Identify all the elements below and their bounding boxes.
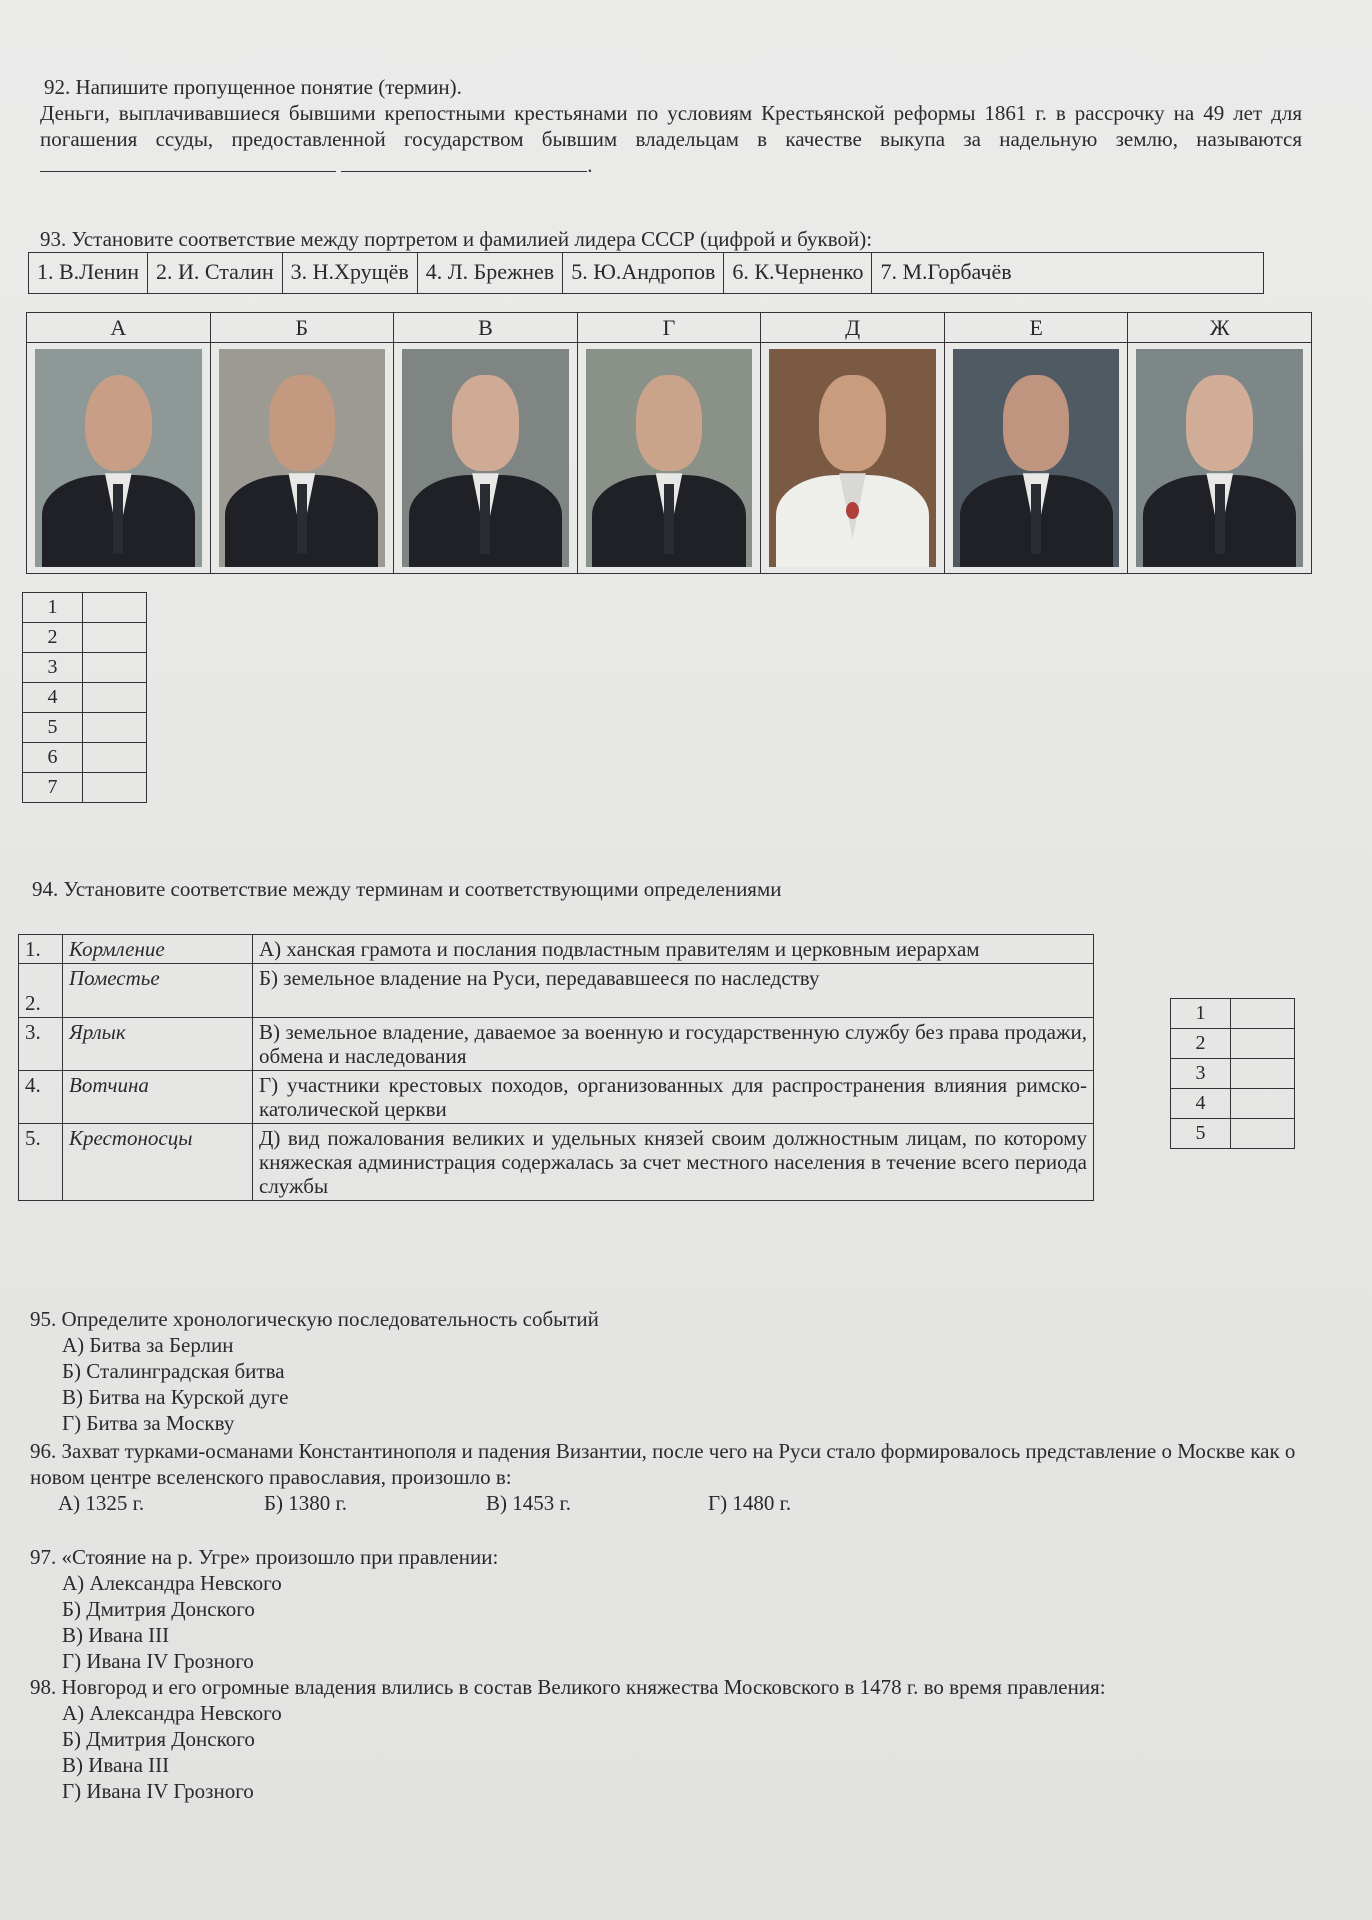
term-number: 4. (19, 1071, 63, 1124)
portrait-column (945, 313, 1129, 573)
question-92-title: 92. Напишите пропущенное понятие (термин). (44, 75, 462, 99)
row-number: 4 (23, 683, 83, 713)
question-98-title: 98. Новгород и его огромные владения влились в состав Великого княжества Московского в 1478 г. во время правления: (30, 1675, 1106, 1699)
row-number: 2 (23, 623, 83, 653)
portrait-letter: А (27, 313, 210, 343)
leader-name: 2. И. Сталин (148, 253, 283, 293)
portrait-photo (586, 349, 753, 567)
portrait-photo (1136, 349, 1303, 567)
answer-cell[interactable] (83, 593, 147, 623)
option: Б) Дмитрия Донского (62, 1727, 255, 1751)
option: Г) Ивана IV Грозного (62, 1779, 254, 1803)
term-definition: Г) участники крестовых походов, организованных для распространения влияния римско-католической церкви (253, 1071, 1094, 1124)
option: Г) Битва за Москву (62, 1411, 235, 1435)
portrait-photo (402, 349, 569, 567)
row-number: 1 (23, 593, 83, 623)
answer-blank-1[interactable] (40, 154, 336, 172)
table-row (1171, 1119, 1295, 1149)
leader-name: 7. М.Горбачёв (880, 259, 1012, 284)
table-row (19, 964, 1094, 1018)
option: А) 1325 г. (58, 1491, 145, 1515)
table-row (23, 683, 147, 713)
row-number: 3 (23, 653, 83, 683)
answer-grid-93 (22, 592, 147, 803)
term-number: 1. (19, 935, 63, 964)
portrait-photo (769, 349, 936, 567)
option: Г) 1480 г. (708, 1491, 792, 1515)
question-95-title: 95. Определите хронологическую последовательность событий (30, 1307, 599, 1331)
option: Б) Дмитрия Донского (62, 1597, 255, 1621)
table-row (23, 593, 147, 623)
table-row (19, 935, 1094, 964)
term-definition: Д) вид пожалования великих и удельных князей своим должностным лицам, по которому княжеская администрация содержалась за счет местного населения в течение всего периода службы (253, 1124, 1094, 1201)
option: В) Ивана III (62, 1623, 170, 1647)
answer-cell[interactable] (83, 683, 147, 713)
portrait-letter: Е (945, 313, 1128, 343)
portrait-column (27, 313, 211, 573)
portrait-photo (219, 349, 386, 567)
term-name: Вотчина (63, 1071, 253, 1124)
option: Б) 1380 г. (264, 1491, 348, 1515)
leader-names-strip (28, 252, 1264, 294)
portrait-letter: Д (761, 313, 944, 343)
answer-cell[interactable] (83, 713, 147, 743)
portrait-photo (953, 349, 1120, 567)
term-name: Ярлык (63, 1018, 253, 1071)
leader-name: 3. Н.Хрущёв (283, 253, 418, 293)
leader-name: 6. К.Черненко (724, 253, 872, 293)
question-92 (40, 74, 1302, 178)
portrait-photo (35, 349, 202, 567)
option: В) Битва на Курской дуге (62, 1385, 289, 1409)
question-92-text (40, 100, 1302, 178)
question-93-title: 93. Установите соответствие между портретом и фамилией лидера СССР (цифрой и буквой): (40, 227, 873, 251)
term-name: Кормление (63, 935, 253, 964)
answer-cell[interactable] (1231, 999, 1295, 1029)
term-name: Крестоносцы (63, 1124, 253, 1201)
option: Г) Ивана IV Грозного (62, 1649, 254, 1673)
portrait-column (761, 313, 945, 573)
table-row (1171, 1059, 1295, 1089)
table-row (1171, 1029, 1295, 1059)
term-number: 2. (19, 964, 63, 1018)
term-definition: Б) земельное владение на Руси, передававшееся по наследству (253, 964, 1094, 1018)
option: А) Александра Невского (62, 1701, 282, 1725)
table-row (19, 1018, 1094, 1071)
answer-cell[interactable] (83, 653, 147, 683)
answer-cell[interactable] (1231, 1029, 1295, 1059)
portrait-column (1128, 313, 1311, 573)
term-definition: В) земельное владение, даваемое за военную и государственную службу без права продажи, обмена и наследования (253, 1018, 1094, 1071)
table-row (19, 1124, 1094, 1201)
row-number: 5 (23, 713, 83, 743)
portrait-column (211, 313, 395, 573)
terms-table (18, 934, 1094, 1201)
question-97-title: 97. «Стояние на р. Угре» произошло при правлении: (30, 1545, 499, 1569)
answer-blank-2[interactable] (341, 154, 587, 172)
row-number: 5 (1171, 1119, 1231, 1149)
question-94-title: 94. Установите соответствие между терминам и соответствующими определениями (32, 877, 782, 901)
answer-cell[interactable] (83, 623, 147, 653)
term-number: 5. (19, 1124, 63, 1201)
table-row (1171, 999, 1295, 1029)
portraits-table (26, 312, 1312, 574)
options-row (58, 1490, 1330, 1516)
leader-name: 5. Ю.Андропов (563, 253, 724, 293)
table-row (23, 773, 147, 803)
question-95 (30, 1306, 1030, 1436)
question-96 (30, 1438, 1330, 1516)
row-number: 3 (1171, 1059, 1231, 1089)
row-number: 4 (1171, 1089, 1231, 1119)
option: В) 1453 г. (486, 1491, 571, 1515)
answer-cell[interactable] (1231, 1059, 1295, 1089)
row-number: 6 (23, 743, 83, 773)
term-definition: А) ханская грамота и послания подвластным правителям и церковным иерархам (253, 935, 1094, 964)
table-row (1171, 1089, 1295, 1119)
leader-name: 1. В.Ленин (29, 253, 148, 293)
table-row (23, 623, 147, 653)
question-92-body: Деньги, выплачивавшиеся бывшими крепостными крестьянами по условиям Крестьянской реформы 1861 г. в рассрочку на 49 лет для погашения ссуды, предоставленной государством бывшим владельцам в качестве выкупа за надельную землю, называются (40, 101, 1302, 151)
table-row (19, 1071, 1094, 1124)
answer-cell[interactable] (1231, 1119, 1295, 1149)
portrait-letter: Ж (1128, 313, 1311, 343)
answer-grid-94 (1170, 998, 1295, 1149)
option: А) Битва за Берлин (62, 1333, 234, 1357)
term-number: 3. (19, 1018, 63, 1071)
option: В) Ивана III (62, 1753, 170, 1777)
row-number: 1 (1171, 999, 1231, 1029)
answer-cell[interactable] (83, 743, 147, 773)
option: Б) Сталинградская битва (62, 1359, 285, 1383)
option: А) Александра Невского (62, 1571, 282, 1595)
portrait-letter: Г (578, 313, 761, 343)
table-row (23, 713, 147, 743)
table-row (23, 743, 147, 773)
question-92-end: . (587, 153, 593, 177)
portrait-column (578, 313, 762, 573)
question-97 (30, 1544, 1030, 1674)
answer-cell[interactable] (83, 773, 147, 803)
portrait-letter: В (394, 313, 577, 343)
row-number: 2 (1171, 1029, 1231, 1059)
portrait-letter: Б (211, 313, 394, 343)
portrait-column (394, 313, 578, 573)
table-row (23, 653, 147, 683)
answer-cell[interactable] (1231, 1089, 1295, 1119)
row-number: 7 (23, 773, 83, 803)
question-98 (30, 1674, 1230, 1804)
term-name: Поместье (63, 964, 253, 1018)
question-96-title: 96. Захват турками-османами Константинополя и падения Византии, после чего на Руси стало формировалось представление о Москве как о новом центре вселенского православия, произошло в: (30, 1439, 1296, 1489)
leader-name: 4. Л. Брежнев (418, 253, 563, 293)
